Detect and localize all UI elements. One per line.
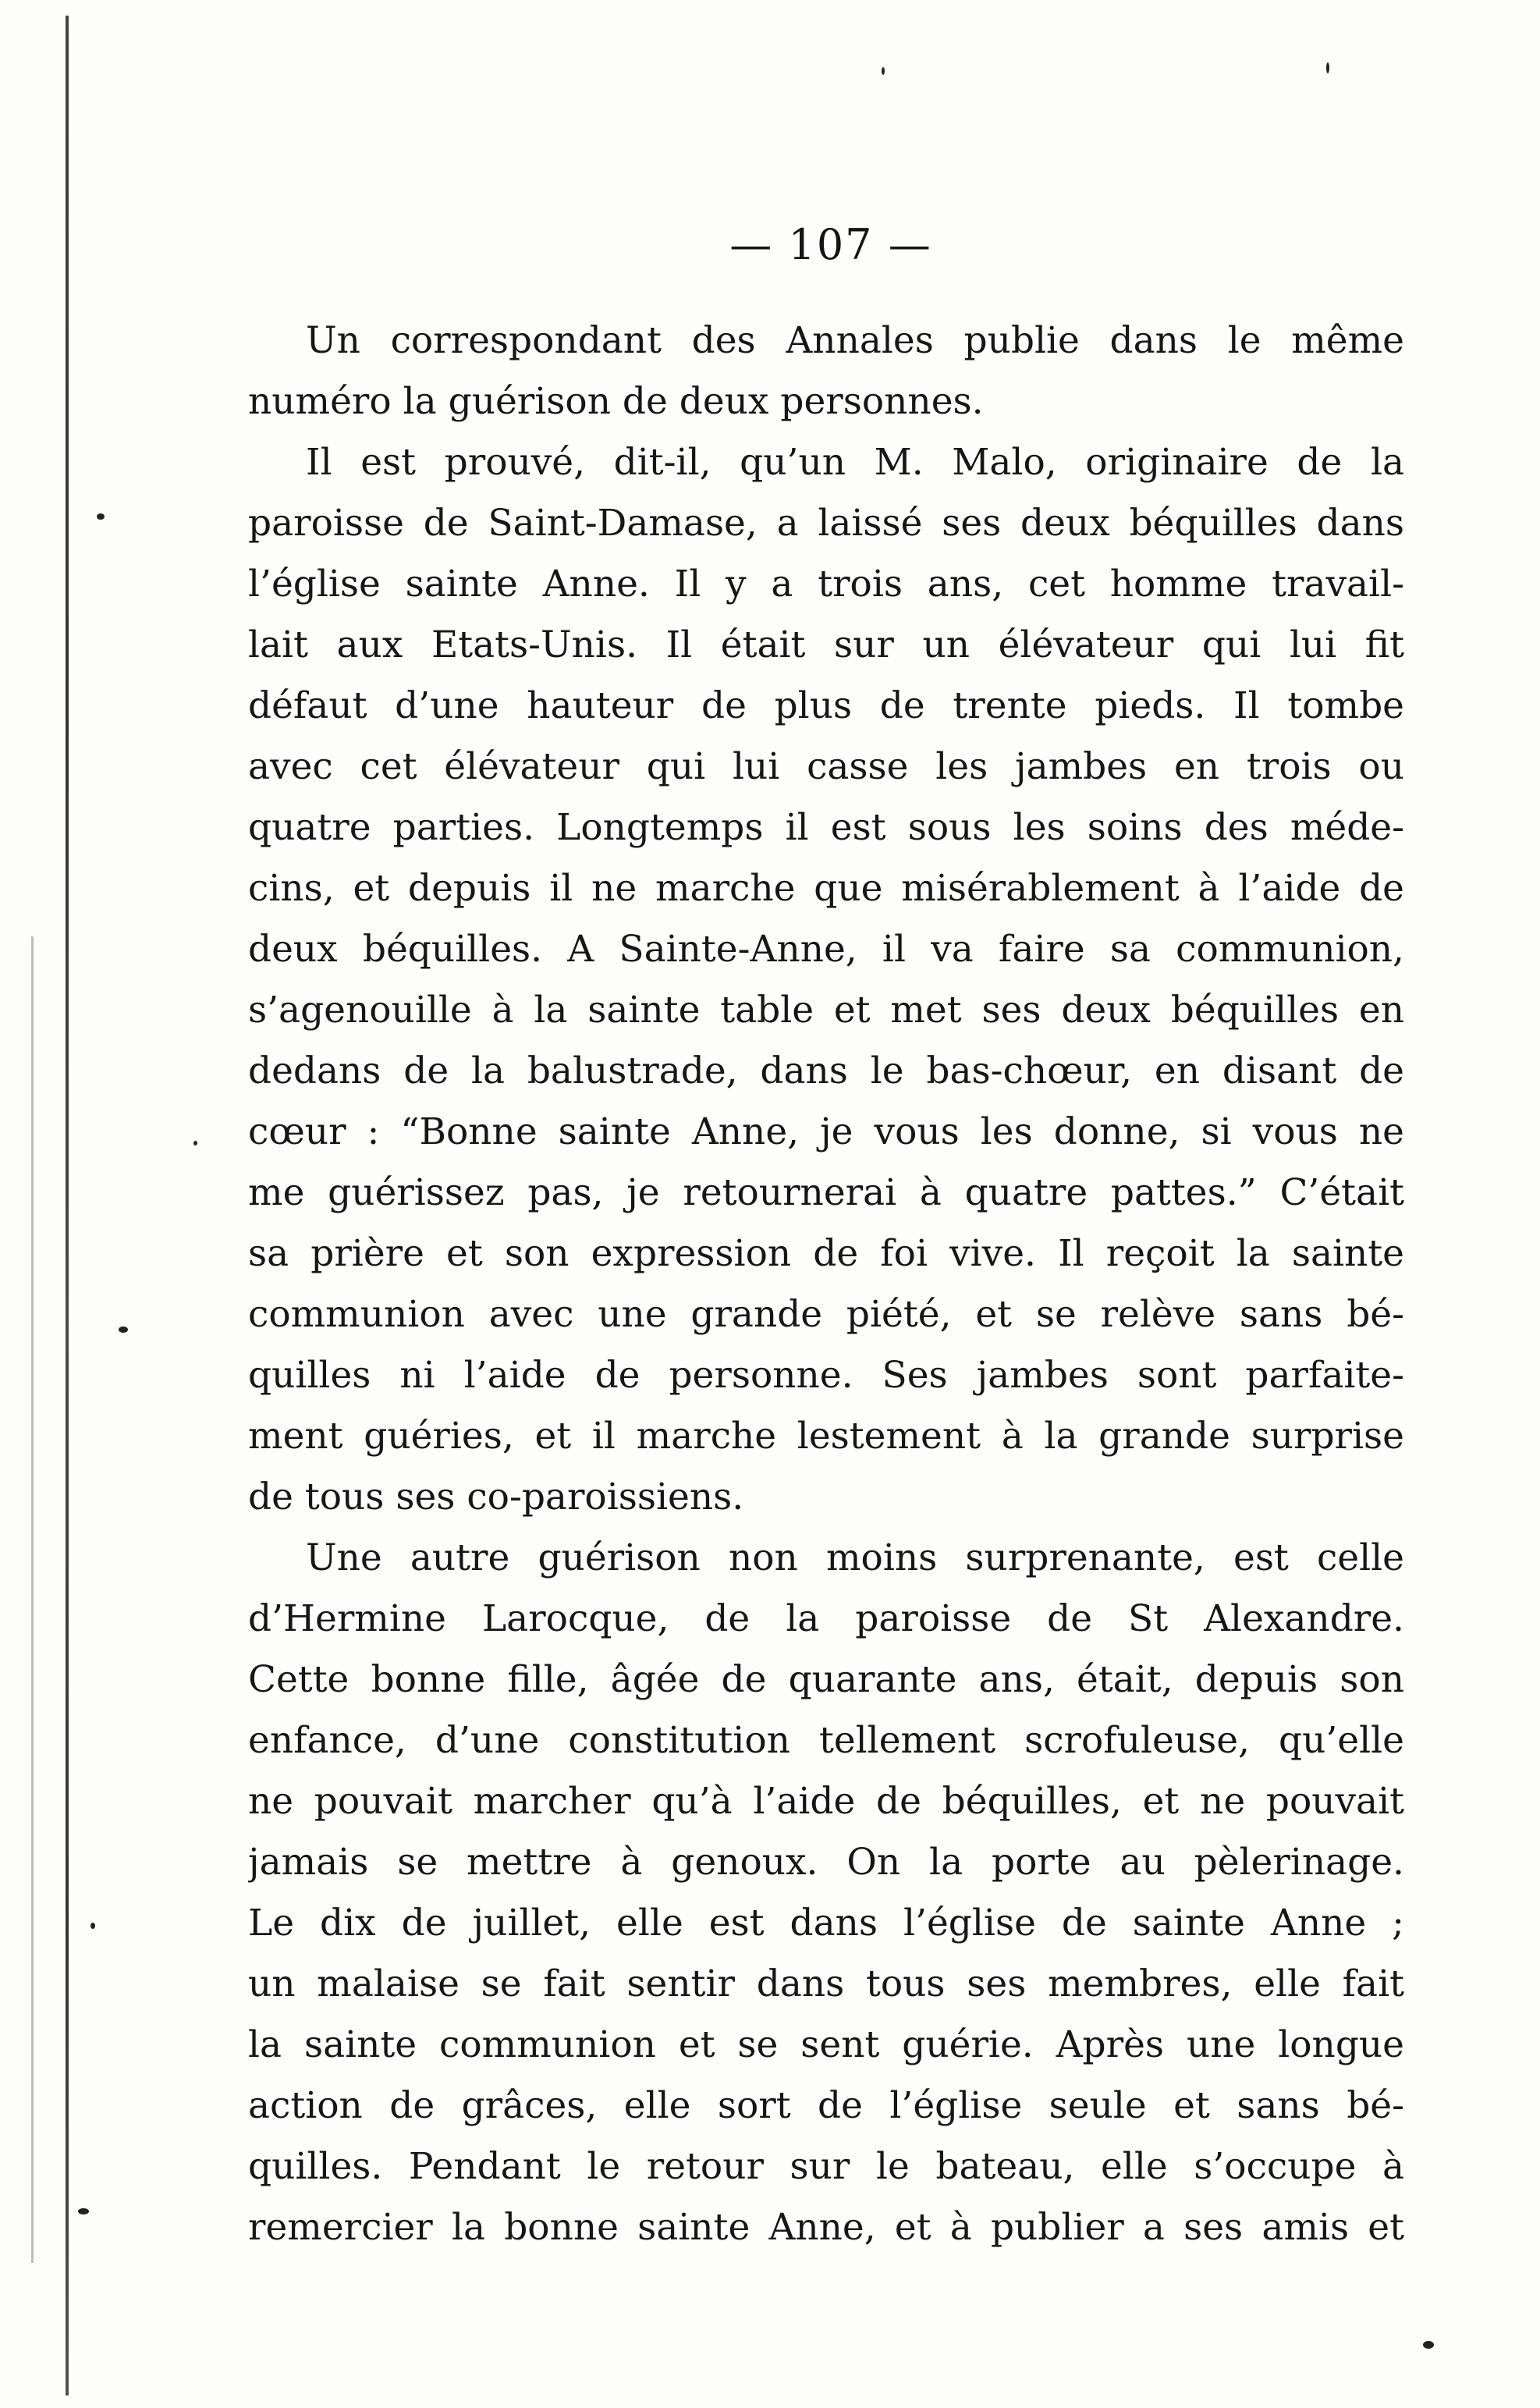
text-line: défaut d’une hauteur de plus de trente pieds. Il tombe (248, 684, 1404, 727)
text-line: la sainte communion et se sent guérie. Après une longue (248, 2023, 1404, 2066)
ink-speck (1423, 2341, 1434, 2349)
text-line: avec cet élévateur qui lui casse les jambes en trois ou (248, 745, 1404, 788)
ink-speck (882, 67, 885, 75)
ink-speck (78, 2208, 89, 2214)
text-line: Le dix de juillet, elle est dans l’église de sainte Anne ; (248, 1902, 1404, 1945)
text-line: Il est prouvé, dit-il, qu’un M. Malo, originaire de la (306, 441, 1404, 484)
text-line: s’agenouille à la sainte table et met ses deux béquilles en (248, 989, 1404, 1032)
ink-speck (97, 513, 105, 520)
binding-edge (0, 0, 70, 2408)
text-line: quatre parties. Longtemps il est sous les soins des méde- (248, 806, 1404, 849)
ink-speck (193, 1141, 197, 1145)
ink-speck (119, 1327, 128, 1333)
text-line: Une autre guérison non moins surprenante, est celle (306, 1536, 1404, 1579)
text-line: l’église sainte Anne. Il y a trois ans, cet homme travail- (248, 563, 1404, 606)
text-line: ment guéries, et il marche lestement à la grande surprise (248, 1415, 1404, 1458)
text-line: quilles. Pendant le retour sur le bateau, elle s’occupe à (248, 2145, 1404, 2188)
text-line: quilles ni l’aide de personne. Ses jambes sont parfaite- (248, 1354, 1404, 1397)
text-line: deux béquilles. A Sainte-Anne, il va faire sa communion, (248, 928, 1404, 971)
body-text (248, 311, 1404, 2258)
text-line: jamais se mettre à genoux. On la porte au pèlerinage. (248, 1841, 1404, 1884)
text-line: cins, et depuis il ne marche que misérablement à l’aide de (248, 867, 1404, 910)
text-line: dedans de la balustrade, dans le bas-chœur, en disant de (248, 1050, 1404, 1092)
text-line: Un correspondant des Annales publie dans le même (306, 319, 1404, 362)
text-line: enfance, d’une constitution tellement scrofuleuse, qu’elle (248, 1719, 1404, 1762)
text-line: me guérissez pas, je retournerai à quatre pattes.” C’était (248, 1171, 1404, 1214)
text-line: remercier la bonne sainte Anne, et à publier a ses amis et (248, 2206, 1404, 2249)
text-line: Cette bonne fille, âgée de quarante ans, était, depuis son (248, 1658, 1404, 1701)
ink-speck (1326, 62, 1329, 73)
text-line: communion avec une grande piété, et se relève sans bé- (248, 1293, 1404, 1336)
text-line: d’Hermine Larocque, de la paroisse de St Alexandre. (248, 1597, 1404, 1640)
text-line: paroisse de Saint-Damase, a laissé ses deux béquilles dans (248, 502, 1404, 545)
page-number: — 107 — (729, 220, 932, 269)
text-line: un malaise se fait sentir dans tous ses membres, elle fait (248, 1962, 1404, 2005)
binding-shadow-line (66, 16, 69, 2396)
binding-shadow-faint (31, 936, 34, 2263)
text-line: numéro la guérison de deux personnes. (248, 380, 984, 423)
text-line: sa prière et son expression de foi vive. Il reçoit la sainte (248, 1232, 1404, 1275)
text-line: action de grâces, elle sort de l’église seule et sans bé- (248, 2084, 1404, 2127)
text-line: lait aux Etats-Unis. Il était sur un élévateur qui lui fit (248, 623, 1404, 666)
text-line: ne pouvait marcher qu’à l’aide de béquilles, et ne pouvait (248, 1780, 1404, 1823)
ink-speck (90, 1923, 95, 1929)
text-line: de tous ses co-paroissiens. (248, 1476, 744, 1518)
text-line: cœur : “Bonne sainte Anne, je vous les donne, si vous ne (248, 1110, 1404, 1153)
